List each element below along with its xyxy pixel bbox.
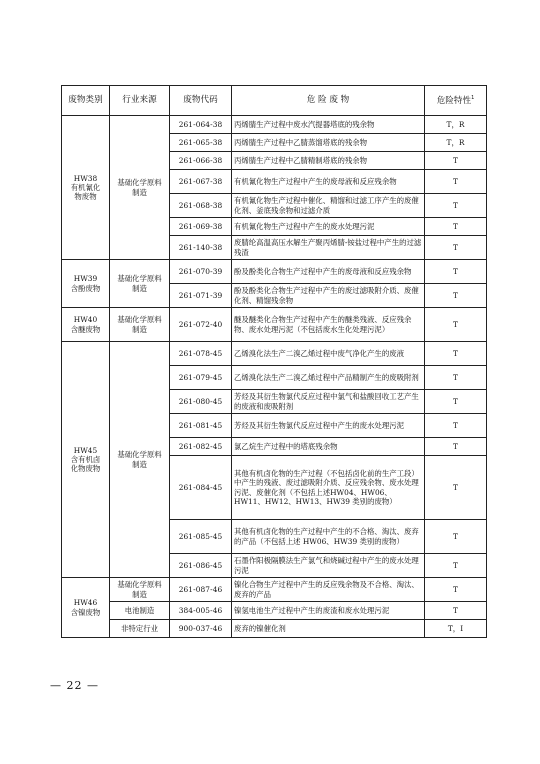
table-row [62, 578, 487, 602]
waste-description-cell: 氯乙烷生产过程中的塔底残余物 [232, 438, 425, 456]
waste-description-cell: 有机氰化物生产过程中产生的废母液和反应残余物 [232, 170, 425, 194]
waste-description-cell: 废腈纶高温高压水解生产聚丙烯腈-铵盐过程中产生的过滤残渣 [232, 236, 425, 260]
waste-code-cell: 261-072-40 [170, 308, 232, 342]
hazard-property-cell: T [425, 438, 487, 456]
header-risk-footnote: 1 [471, 94, 475, 101]
waste-code-cell: 261-082-45 [170, 438, 232, 456]
hazard-property-cell: T [425, 602, 487, 620]
header-risk-label: 危险特性 [436, 95, 472, 106]
waste-category-cell: HW39 含酚废物 [62, 260, 110, 308]
header-source: 行业来源 [110, 86, 170, 116]
industry-source-cell: 非特定行业 [110, 620, 170, 638]
table-row [62, 116, 487, 134]
waste-code-cell: 261-086-45 [170, 554, 232, 578]
hazard-property-cell: T，R [425, 134, 487, 152]
waste-code-cell: 900-037-46 [170, 620, 232, 638]
header-risk [425, 86, 487, 116]
waste-code-cell: 384-005-46 [170, 602, 232, 620]
waste-code-cell: 261-071-39 [170, 284, 232, 308]
waste-code-cell: 261-080-45 [170, 390, 232, 414]
waste-code-cell: 261-069-38 [170, 218, 232, 236]
hazard-property-cell: T [425, 342, 487, 366]
hazard-property-cell: T [425, 456, 487, 520]
waste-code-cell: 261-084-45 [170, 456, 232, 520]
waste-description-cell: 丙烯腈生产过程中乙腈蒸馏塔底的残余物 [232, 134, 425, 152]
waste-category-cell: HW45 含有机卤 化物废物 [62, 342, 110, 578]
industry-source-cell: 基础化学原料 制造 [110, 260, 170, 308]
industry-source-cell: 基础化学原料 制造 [110, 308, 170, 342]
table-body [62, 116, 487, 638]
hazard-property-cell: T [425, 390, 487, 414]
waste-code-cell: 261-087-46 [170, 578, 232, 602]
waste-code-cell: 261-064-38 [170, 116, 232, 134]
waste-description-cell: 石墨作阳极隔膜法生产氯气和烧碱过程中产生的废水处理污泥 [232, 554, 425, 578]
hazard-property-cell: T [425, 218, 487, 236]
industry-source-cell: 基础化学原料 制造 [110, 342, 170, 578]
waste-description-cell: 其他有机卤化物的生产过程中产生的不合格、淘汰、废弃的产品（不包括上述 HW06、HW39 类别的废物） [232, 520, 425, 554]
table-row [62, 308, 487, 342]
waste-code-cell: 261-068-38 [170, 194, 232, 218]
waste-description-cell: 丙烯腈生产过程中废水汽提器塔底的残余物 [232, 116, 425, 134]
header-category: 废物类别 [62, 86, 110, 116]
waste-description-cell: 乙烯溴化法生产二溴乙烯过程中废气净化产生的废液 [232, 342, 425, 366]
table-header-row [62, 86, 487, 116]
table-row [62, 602, 487, 620]
waste-category-cell: HW38 有机氰化 物废物 [62, 116, 110, 260]
hazard-property-cell: T [425, 260, 487, 284]
hazard-property-cell: T [425, 152, 487, 170]
header-code: 废物代码 [170, 86, 232, 116]
hazard-property-cell: T，I [425, 620, 487, 638]
hazard-property-cell: T [425, 554, 487, 578]
hazard-property-cell: T，R [425, 116, 487, 134]
hazard-property-cell: T [425, 284, 487, 308]
waste-code-cell: 261-070-39 [170, 260, 232, 284]
waste-description-cell: 其他有机卤化物的生产过程（不包括卤化前的生产工段）中产生的残液、废过滤吸附介质、反应残余物、废水处理污泥、废催化剂（不包括上述HW04、HW06、HW11、HW12、HW13、HW39 类别的废物） [232, 456, 425, 520]
waste-category-cell: HW46 含镍废物 [62, 578, 110, 638]
hazard-property-cell: T [425, 308, 487, 342]
hazard-property-cell: T [425, 366, 487, 390]
waste-description-cell: 镍化合物生产过程中产生的反应残余物及不合格、淘汰、废弃的产品 [232, 578, 425, 602]
waste-description-cell: 乙烯溴化法生产二溴乙烯过程中产品精制产生的废吸附剂 [232, 366, 425, 390]
hazard-property-cell: T [425, 236, 487, 260]
hazard-property-cell: T [425, 578, 487, 602]
hazard-property-cell: T [425, 520, 487, 554]
hazard-property-cell: T [425, 170, 487, 194]
page-number: — 22 — [50, 679, 99, 692]
waste-description-cell: 有机氰化物生产过程中产生的废水处理污泥 [232, 218, 425, 236]
waste-code-cell: 261-140-38 [170, 236, 232, 260]
industry-source-cell: 基础化学原料 制造 [110, 578, 170, 602]
waste-description-cell: 酚及酚类化合物生产过程中产生的废过滤吸附介质、废催化剂、精馏残余物 [232, 284, 425, 308]
hazard-property-cell: T [425, 414, 487, 438]
table-row [62, 620, 487, 638]
industry-source-cell: 电池制造 [110, 602, 170, 620]
hazard-property-cell: T [425, 194, 487, 218]
table-row [62, 342, 487, 366]
industry-source-cell: 基础化学原料 制造 [110, 116, 170, 260]
waste-code-cell: 261-085-45 [170, 520, 232, 554]
waste-code-cell: 261-079-45 [170, 366, 232, 390]
waste-description-cell: 丙烯腈生产过程中乙腈精制塔底的残余物 [232, 152, 425, 170]
waste-category-cell: HW40 含醚废物 [62, 308, 110, 342]
waste-description-cell: 废弃的镍催化剂 [232, 620, 425, 638]
waste-description-cell: 镍氢电池生产过程中产生的废渣和废水处理污泥 [232, 602, 425, 620]
waste-code-cell: 261-065-38 [170, 134, 232, 152]
hazardous-waste-table [61, 85, 487, 638]
waste-description-cell: 芳烃及其衍生物氯代反应过程中产生的废水处理污泥 [232, 414, 425, 438]
header-waste: 危 险 废 物 [232, 86, 425, 116]
waste-code-cell: 261-078-45 [170, 342, 232, 366]
waste-description-cell: 芳烃及其衍生物氯代反应过程中氯气和盐酸回收工艺产生的废液和废吸附剂 [232, 390, 425, 414]
waste-code-cell: 261-066-38 [170, 152, 232, 170]
waste-code-cell: 261-081-45 [170, 414, 232, 438]
waste-description-cell: 有机氰化物生产过程中催化、精馏和过滤工序产生的废催化剂、釜底残余物和过滤介质 [232, 194, 425, 218]
waste-description-cell: 醚及醚类化合物生产过程中产生的醚类残液、反应残余物、废水处理污泥（不包括废水生化处理污泥） [232, 308, 425, 342]
table-row [62, 260, 487, 284]
waste-code-cell: 261-067-38 [170, 170, 232, 194]
waste-description-cell: 酚及酚类化合物生产过程中产生的废母液和反应残余物 [232, 260, 425, 284]
